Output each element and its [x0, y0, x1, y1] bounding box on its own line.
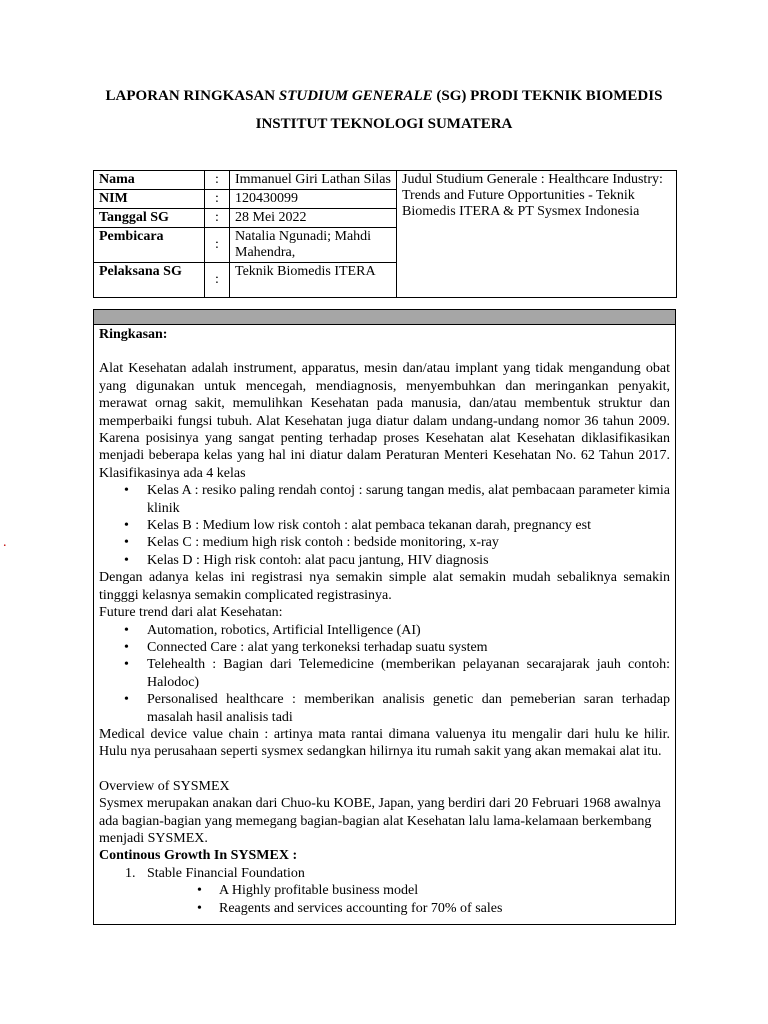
- list-item: 1. Stable Financial Foundation • A Highly profitable business model • Reagents and services accounting for 70% of sales: [99, 865, 670, 917]
- list-item: • A Highly profitable business model: [197, 883, 419, 899]
- list-item: • Kelas A : resiko paling rendah contoj : sarung tangan medis, alat pembacaan parameter kimia klinik: [124, 483, 670, 516]
- paragraph-alat-kesehatan: Alat Kesehatan adalah instrument, apparatus, mesin dan/atau implant yang tidak mengandung obat yang digunakan untuk mencegah, mendiagnosis, menyembuhkan dan meringankan penyakit, merawat ornag sakit, memulihkan Kesehatan pada manusia, dan/atau membentuk struktur dan memperbaiki fungsi tubuh. Alat Kesehatan juga diatur dalam undang-undang nomor 36 tahun 2009. Karena posisinya yang sangat penting terhadap proses Kesehatan alat Kesehatan diklasifikasikan menjadi beberapa kelas yang hal ini diatur dalam Peraturan Menteri Kesehatan No. 62 Tahun 2017. Klasifikasinya ada 4 kelas: [99, 361, 670, 481]
- title-part-1: LAPORAN RINGKASAN: [105, 88, 279, 104]
- bullet-icon: •: [124, 639, 129, 655]
- nama-label: Nama: [94, 171, 205, 190]
- list-item: • Personalised healthcare : memberikan analisis genetic dan pemeberian saran terhadap masalah hasil analisis tadi: [124, 692, 670, 725]
- colon: :: [205, 171, 230, 190]
- bullet-icon: •: [197, 900, 202, 916]
- nim-label: NIM: [94, 190, 205, 209]
- bullet-icon: •: [197, 883, 202, 899]
- growth-list: [99, 865, 670, 917]
- paragraph-sysmex: Sysmex merupakan anakan dari Chuo-ku KOBE, Japan, yang berdiri dari 20 Februari 1968 awalnya ada bagian-bagian yang memegang bagian-bagian alat Kesehatan lalu lama-kelamaan berkembang menjadi SYSMEX.: [99, 796, 661, 846]
- bullet-icon: •: [124, 535, 129, 551]
- ringkasan-box: [93, 324, 676, 925]
- stray-mark: .: [3, 535, 7, 550]
- bullet-icon: •: [124, 692, 129, 708]
- growth-heading: Continous Growth In SYSMEX :: [99, 848, 298, 864]
- judul-cell: Judul Studium Generale : Healthcare Industry: Trends and Future Opportunities - Teknik Biomedis ITERA & PT Sysmex Indonesia: [397, 171, 677, 298]
- pelaksana-label: Pelaksana SG: [94, 263, 205, 298]
- bullet-icon: •: [124, 657, 129, 673]
- colon: :: [205, 190, 230, 209]
- info-table: [93, 170, 677, 298]
- bullet-icon: •: [124, 622, 129, 638]
- title-italic-part: STUDIUM GENERALE: [278, 88, 433, 104]
- kelas-list: [99, 482, 670, 569]
- list-item: • Kelas D : High risk contoh: alat pacu jantung, HIV diagnosis: [124, 552, 489, 568]
- gray-separator-bar: [93, 309, 676, 325]
- pembicara-value: Natalia Ngunadi; Mahdi Mahendra,: [230, 228, 397, 263]
- list-item: • Kelas C : medium high risk contoh : bedside monitoring, x-ray: [124, 535, 499, 551]
- ringkasan-heading: Ringkasan:: [99, 327, 168, 342]
- list-item: • Kelas B : Medium low risk contoh : alat pembaca tekanan darah, pregnancy est: [124, 518, 591, 534]
- colon: :: [205, 209, 230, 228]
- bullet-icon: •: [124, 552, 129, 568]
- institution-title: INSTITUT TEKNOLOGI SUMATERA: [255, 116, 513, 132]
- pelaksana-value: Teknik Biomedis ITERA: [230, 263, 397, 298]
- overview-heading: Overview of SYSMEX: [99, 778, 230, 794]
- list-number: 1.: [125, 865, 136, 881]
- colon: :: [205, 228, 230, 263]
- tanggal-label: Tanggal SG: [94, 209, 205, 228]
- pembicara-label: Pembicara: [94, 228, 205, 263]
- paragraph-registrasi: Dengan adanya kelas ini registrasi nya semakin simple alat semakin mudah sebaliknya semakin tingggi kelasnya semakin complicated registrasinya.: [99, 570, 670, 603]
- colon: :: [205, 263, 230, 298]
- list-item: • Reagents and services accounting for 70% of sales: [197, 900, 503, 916]
- blank-line: [99, 761, 670, 778]
- blank-line: [99, 343, 670, 360]
- list-item: • Telehealth : Bagian dari Telemedicine (memberikan pelayanan secarajarak jauh contoh: Halodoc): [124, 657, 670, 690]
- list-item: • Automation, robotics, Artificial Intelligence (AI): [124, 622, 421, 638]
- paragraph-value-chain: Medical device value chain : artinya mata rantai dimana valuenya itu mengalir dari hulu ke hilir. Hulu nya perusahaan seperti sysmex sedangkan hilirnya itu rumah sakit yang akan memakai alat itu.: [99, 726, 670, 760]
- bullet-icon: •: [124, 518, 129, 534]
- list-item: • Connected Care : alat yang terkoneksi terhadap suatu system: [124, 639, 488, 655]
- report-title: [0, 86, 768, 106]
- tanggal-value: 28 Mei 2022: [230, 209, 397, 228]
- nama-value: Immanuel Giri Lathan Silas: [230, 171, 397, 190]
- bullet-icon: •: [124, 483, 129, 499]
- title-part-3: (SG) PRODI TEKNIK BIOMEDIS: [432, 88, 663, 104]
- future-trend-heading: Future trend dari alat Kesehatan:: [99, 605, 283, 621]
- trend-list: [99, 622, 670, 726]
- table-row-nama: [94, 171, 677, 190]
- nim-value: 120430099: [230, 190, 397, 209]
- growth-sublist: [147, 882, 670, 917]
